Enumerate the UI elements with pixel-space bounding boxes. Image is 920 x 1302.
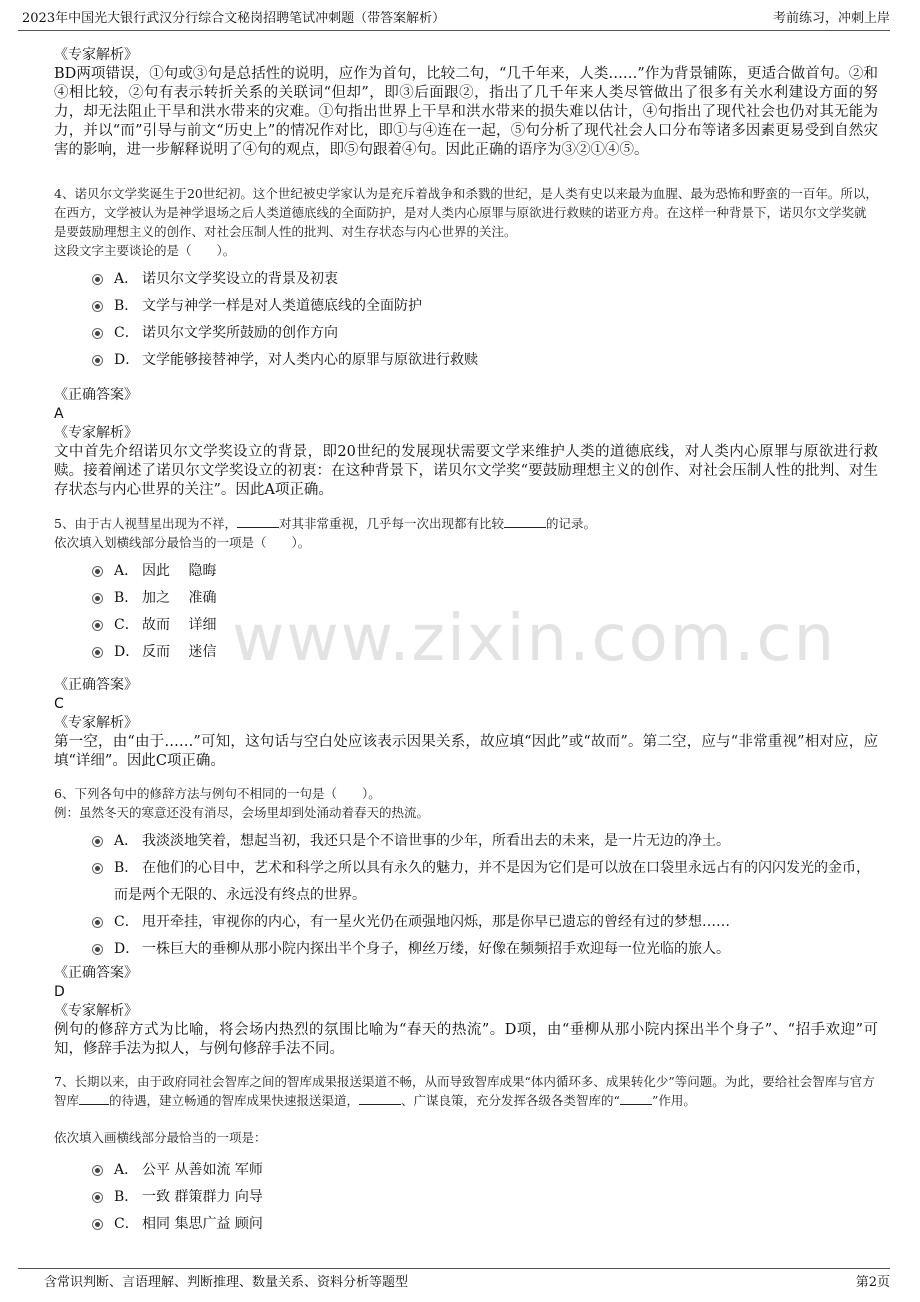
q6-answer: D: [54, 984, 65, 1000]
radio-icon[interactable]: [92, 593, 103, 604]
q5-answer-block: [54, 676, 878, 771]
expert-analysis-label: 《专家解析》: [54, 715, 138, 731]
footer-topics: 含常识判断、言语理解、判断推理、数量关系、资料分析等题型: [44, 1275, 409, 1290]
q5-options: [92, 558, 878, 666]
q6-analysis-text: 例句的修辞方式为比喻，将会场内热烈的氛围比喻为“春天的热流”。D项，由“垂柳从那小院内探出半个身子”、“招手欢迎”可知，修辞手法为拟人，与例句修辞手法不同。: [54, 1022, 878, 1057]
radio-icon[interactable]: [92, 647, 103, 658]
q4-answer-block: [54, 386, 878, 500]
radio-icon[interactable]: [92, 566, 103, 577]
q4-analysis-text: 文中首先介绍诺贝尔文学奖设立的背景，即20世纪的发展现状需要文学来维护人类的道德底线，对人类内心原罪与原欲进行救赎。接着阐述了诺贝尔文学奖设立的初衷：在这种背景下，诺贝尔文学奖“要鼓励理想主义的创作、对社会压制人性的批判、对生存状态与内心世界的关注”。因此A项正确。: [54, 444, 878, 498]
q4-option-a[interactable]: A． 诺贝尔文学奖设立的背景及初衷: [92, 266, 878, 293]
q5-option-b[interactable]: B． 加之 准确: [92, 585, 878, 612]
expert-analysis-label: 《专家解析》: [54, 47, 138, 63]
watermark: www.zixin.com.cn: [232, 602, 837, 676]
correct-answer-label: 《正确答案》: [54, 677, 138, 693]
q3-analysis-text: BD两项错误，①句或③句是总括性的说明，应作为首句，比较二句，“几千年来，人类……”作为背景铺陈，更适合做首句。②和④相比较，②句有表示转折关系的关联词“但却”，即③后面跟②，指出了几千年来人类尽管做出了很多有关水利建设方面的努力，却无法阻止干旱和洪水带来的灾难。①句指出世界上干旱和洪水带来的损失难以估计，④句指出了现代社会也仍对其无能为力，并以“而”引导与前文“历史上”的情况作对比，即①与④连在一起，⑤句分析了现代社会人口分布等诸多因素更易受到自然灾害的影响，进一步解释说明了④句的观点，即⑤句跟着④句。因此正确的语序为③②①④⑤。: [54, 66, 878, 158]
expert-analysis-label: 《专家解析》: [54, 425, 138, 441]
q7-option-c[interactable]: C． 相同 集思广益 顾问: [92, 1211, 878, 1238]
page-footer: [18, 1268, 890, 1293]
document-title: 2023年中国光大银行武汉分行综合文秘岗招聘笔试冲刺题（带答案解析）: [22, 11, 446, 26]
header-slogan: 考前练习，冲刺上岸: [772, 11, 890, 26]
radio-icon[interactable]: [92, 917, 103, 928]
radio-icon[interactable]: [92, 301, 103, 312]
fill-blank: [620, 1091, 652, 1105]
question-4: [54, 184, 878, 374]
q4-option-d[interactable]: D． 文学能够接替神学，对人类内心的原罪与原欲进行救赎: [92, 347, 878, 374]
expert-analysis-label: 《专家解析》: [54, 1003, 138, 1019]
question-7: [54, 1072, 878, 1238]
radio-icon[interactable]: [92, 1219, 103, 1230]
q5-answer: C: [54, 696, 64, 712]
radio-icon[interactable]: [92, 328, 103, 339]
fill-blank: [359, 1091, 401, 1105]
q4-option-c[interactable]: C． 诺贝尔文学奖所鼓励的创作方向: [92, 320, 878, 347]
q4-answer: A: [54, 406, 64, 422]
q6-answer-block: [54, 964, 878, 1059]
fill-blank: [237, 514, 279, 528]
question-6: [54, 784, 878, 963]
q5-option-a[interactable]: A． 因此 隐晦: [92, 558, 878, 585]
q7-option-a[interactable]: A． 公平 从善如流 军师: [92, 1157, 878, 1184]
q3-analysis-block: [54, 46, 878, 160]
radio-icon[interactable]: [92, 1192, 103, 1203]
page-header: [18, 8, 890, 31]
q6-option-a[interactable]: A． 我淡淡地笑着，想起当初，我还只是个不谙世事的少年，所看出去的未来，是一片无边的净土。: [92, 828, 878, 855]
q7-stem: 7、长期以来，由于政府同社会智库之间的智库成果报送渠道不畅，从而导致智库成果“体内循环多、成果转化少”等问题。为此，要给社会智库与官方智库 的待遇，建立畅通的智库成果快速报送渠道， 、广谋良策，充分发挥各级各类智库的“ ”作用。: [54, 1074, 875, 1108]
q6-stem: 6、下列各句中的修辞方法与例句不相同的一句是（ ）。: [54, 786, 381, 801]
q5-analysis-text: 第一空，由“由于……”可知，这句话与空白处应该表示因果关系，故应填“因此”或“故而”。第二空，应与“非常重视”相对应，应填“详细”。因此C项正确。: [54, 734, 878, 769]
radio-icon[interactable]: [92, 1165, 103, 1176]
q4-prompt: 这段文字主要谈论的是（ ）。: [54, 243, 236, 258]
radio-icon[interactable]: [92, 620, 103, 631]
radio-icon[interactable]: [92, 944, 103, 955]
q5-option-d[interactable]: D． 反而 迷信: [92, 639, 878, 666]
q7-prompt: 依次填入画横线部分最恰当的一项是：: [54, 1130, 267, 1145]
q5-prompt: 依次填入划横线部分最恰当的一项是（ ）。: [54, 535, 311, 550]
radio-icon[interactable]: [92, 274, 103, 285]
q4-option-b[interactable]: B． 文学与神学一样是对人类道德底线的全面防护: [92, 293, 878, 320]
radio-icon[interactable]: [92, 836, 103, 847]
q5-option-c[interactable]: C． 故而 详细: [92, 612, 878, 639]
fill-blank: [504, 514, 546, 528]
q6-options: [92, 828, 878, 963]
correct-answer-label: 《正确答案》: [54, 387, 138, 403]
radio-icon[interactable]: [92, 863, 103, 874]
q6-option-d[interactable]: D． 一株巨大的垂柳从那小院内探出半个身子，柳丝万缕，好像在频频招手欢迎每一位光临的旅人。: [92, 936, 878, 963]
q6-option-b[interactable]: B． 在他们的心目中，艺术和科学之所以具有永久的魅力，并不是因为它们是可以放在口袋里永远占有的闪闪发光的金币，而是两个无限的、永远没有终点的世界。: [92, 855, 878, 909]
q4-options: [92, 266, 878, 374]
radio-icon[interactable]: [92, 355, 103, 366]
fill-blank: [79, 1091, 109, 1105]
q7-option-b[interactable]: B． 一致 群策群力 向导: [92, 1184, 878, 1211]
q6-option-c[interactable]: C． 甩开牵挂，审视你的内心，有一星火光仍在顽强地闪烁，那是你早已遗忘的曾经有过的梦想……: [92, 909, 878, 936]
q5-stem: 5、由于古人视彗星出现为不祥， 对其非常重视，几乎每一次出现都有比较 的记录。: [54, 516, 596, 531]
q7-options: [92, 1157, 878, 1238]
q4-stem: 4、诺贝尔文学奖诞生于20世纪初。这个世纪被史学家认为是充斥着战争和杀戮的世纪，是人类有史以来最为血腥、最为恐怖和野蛮的一百年。所以，在西方，文学被认为是神学退场之后人类道德底线的全面防护，是对人类内心原罪与原欲进行救赎的诺亚方舟。在这样一种背景下，诺贝尔文学奖就是要鼓励理想主义的创作、对社会压制人性的批判、对生存状态与内心世界的关注。: [54, 186, 878, 239]
correct-answer-label: 《正确答案》: [54, 965, 138, 981]
question-5: [54, 514, 878, 666]
q6-example: 例：虽然冬天的寒意还没有消尽，会场里却到处涌动着春天的热流。: [54, 805, 430, 820]
page-number: 第2页: [855, 1275, 890, 1290]
